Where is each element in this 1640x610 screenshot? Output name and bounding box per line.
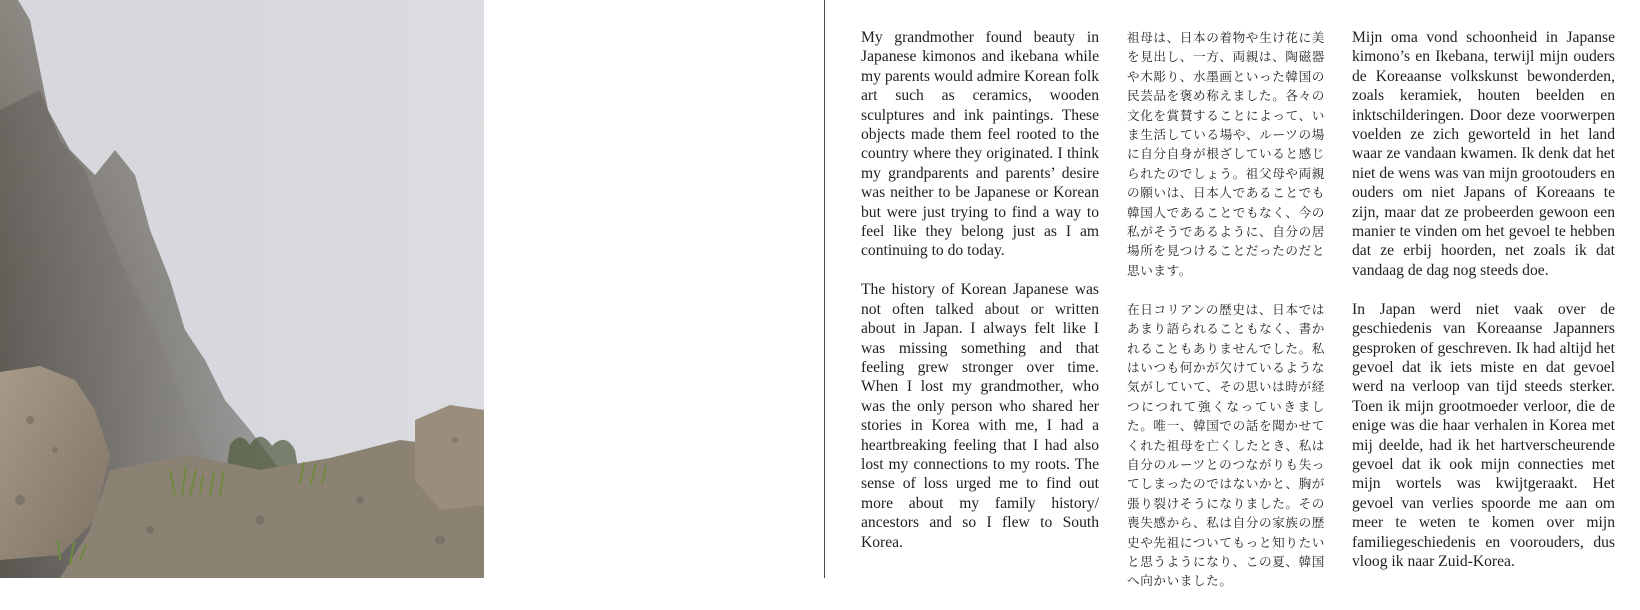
english-text-column — [861, 28, 1099, 572]
cliff-fog-photo — [0, 0, 484, 578]
page-gutter — [824, 0, 825, 578]
japanese-paragraph-1: 祖母は、日本の着物や生け花に美を見出し、一方、両親は、陶磁器や木彫り、水墨画といった韓国の民芸品を褒め称えました。各々の文化を賞賛することによって、いま生活している場や、ルーツの場に自分自身が根ざしていると感じられたのでしょう。祖父母や両親の願いは、日本人であることでも韓国人であることでもなく、今の私がそうであるように、自分の居場所を見つけることだったのだと思います。 — [1127, 30, 1325, 278]
dutch-paragraph-2: In Japan werd niet vaak over de geschiedenis van Koreaanse Japanners gesproken of geschreven. Ik had altijd het gevoel dat ik iets miste en dat gevoel werd na verloop van tijd steeds sterker. Toen ik mijn grootmoeder verloor, die de enige was die haar verhalen in Korea met mij deelde, had ik het hartverscheurende gevoel dat ik ook mijn connecties met mijn wortels was kwijtgeraakt. Het gevoel van verlies spoorde me aan om meer te weten te komen over mijn familiegeschiedenis en voorouders, dus vloog ik naar Zuid-Korea. — [1352, 300, 1615, 571]
english-paragraph-1: My grandmother found beauty in Japanese kimonos and ikebana while my parents would admire Korean folk art such as ceramics, wooden sculptures and ink paintings. These objects made them feel rooted to the country where they originated. I think my grandparents and parents’ desire was neither to be Japanese or Korean but were just trying to find a way to feel like they belong just as I am continuing to do today. — [861, 29, 1099, 260]
english-paragraph-2: The history of Korean Japanese was not often talked about or written about in Japan. I always felt like I was missing something and that feeling grew stronger over time. When I lost my grandmother, who was the only person who shared her stories in Korea with me, I had a heartbreaking feeling that I had also lost my connections to my roots. The sense of loss urged me to find out more about my family history/ ancestors and so I flew to South Korea. — [861, 281, 1099, 551]
japanese-paragraph-2: 在日コリアンの歴史は、日本ではあまり語られることもなく、書かれることもありませんでした。私はいつも何かが欠けているような気がしていて、その思いは時が経つにつれて強くなっていきました。唯一、韓国での話を聞かせてくれた祖母を亡くしたとき、私は自分のルーツとのつながりも失ってしまったのではないかと、胸が張り裂けそうになりました。その喪失感から、私は自分の家族の歴史や先祖についてもっと知りたいと思うようになり、この夏、韓国へ向かいました。 — [1127, 301, 1325, 589]
japanese-text-column — [1127, 28, 1325, 610]
dutch-paragraph-1: Mijn oma vond schoonheid in Japanse kimono’s en Ikebana, terwijl mijn ouders de Koreaanse volkskunst bewonderden, zoals keramiek, houten beelden en inktschilderingen. Door deze voorwerpen voelden ze zich geworteld in het land waar ze vandaan kwamen. Ik denk dat het niet de wens was van mijn grootouders en ouders om niet Japans of Koreaans te zijn, maar dat ze probeerden gewoon een manier te vinden om het gevoel te hebben dat ze erbij hoorden, net zoals ik dat vandaag de dag nog steeds doe. — [1352, 29, 1615, 279]
left-page-photo — [0, 0, 484, 578]
dutch-text-column — [1352, 28, 1615, 591]
